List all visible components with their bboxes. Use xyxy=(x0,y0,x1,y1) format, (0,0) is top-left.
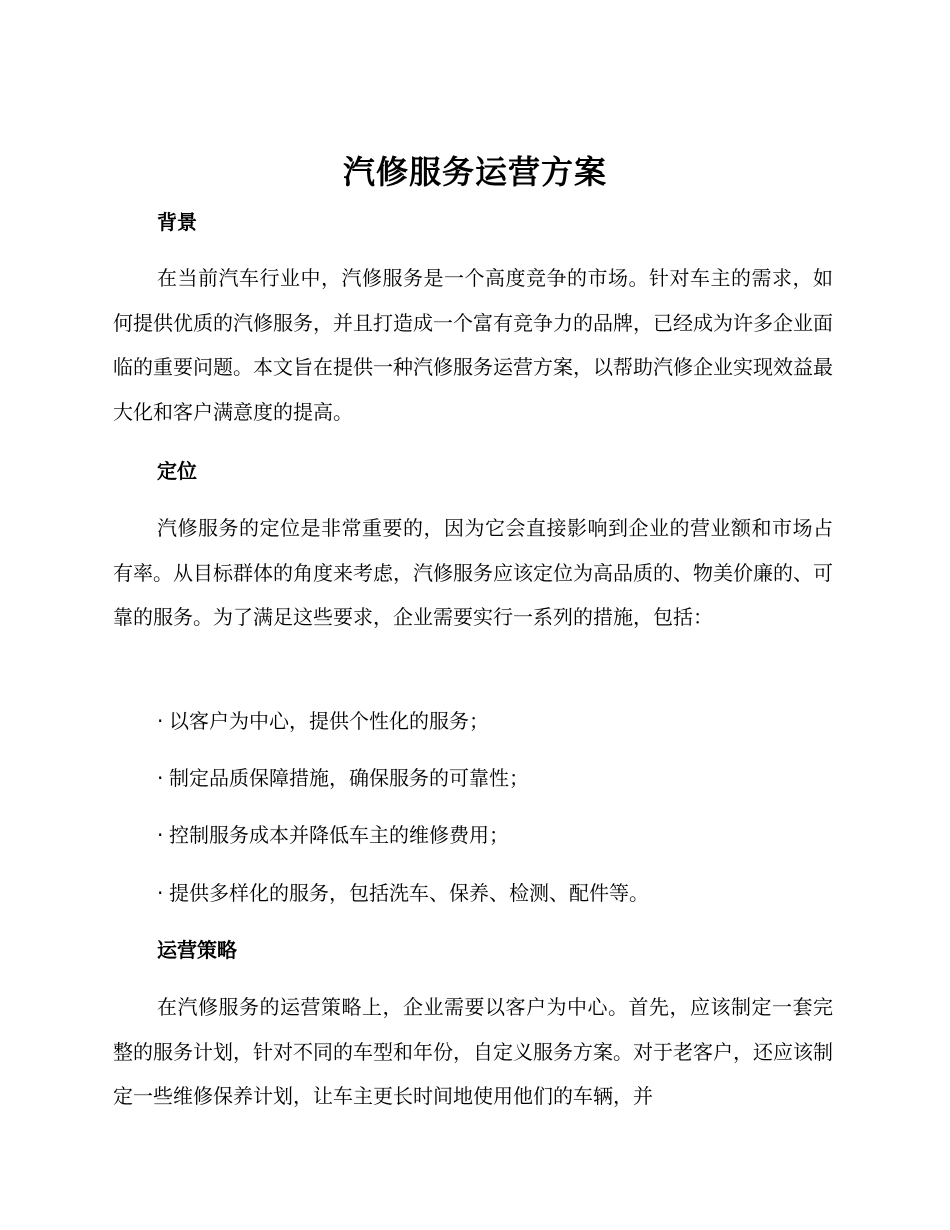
section-paragraph-operation-strategy: 在汽修服务的运营策略上，企业需要以客户为中心。首先，应该制定一套完整的服务计划，针对不同的车型和年份，自定义服务方案。对于老客户，还应该制定一些维修保养计划，让车主更长时间地使用他们的车辆，并 xyxy=(113,995,833,1109)
bullet-marker: · xyxy=(157,823,164,847)
section-heading-background: 背景 xyxy=(157,210,197,234)
section-paragraph-background: 在当前汽车行业中，汽修服务是一个高度竞争的市场。针对车主的需求，如何提供优质的汽修服务，并且打造成一个富有竞争力的品牌，已经成为许多企业面临的重要问题。本文旨在提供一种汽修服务运营方案，以帮助汽修企业实现效益最大化和客户满意度的提高。 xyxy=(113,266,833,424)
section-paragraph-positioning: 汽修服务的定位是非常重要的，因为它会直接影响到企业的营业额和市场占有率。从目标群体的角度来考虑，汽修服务应该定位为高品质的、物美价廉的、可靠的服务。为了满足这些要求，企业需要实行一系列的措施，包括： xyxy=(113,516,833,630)
list-item-text: 控制服务成本并降低车主的维修费用； xyxy=(169,823,509,847)
list-item xyxy=(157,820,509,850)
list-item-text: 提供多样化的服务，包括洗车、保养、检测、配件等。 xyxy=(169,881,649,905)
section-heading-operation-strategy: 运营策略 xyxy=(157,938,237,962)
bullet-marker: · xyxy=(157,881,164,905)
list-item-text: 以客户为中心，提供个性化的服务； xyxy=(169,709,489,733)
list-item xyxy=(157,763,529,793)
section-heading-positioning: 定位 xyxy=(157,459,197,483)
list-item xyxy=(157,706,489,736)
document-title: 汽修服务运营方案 xyxy=(342,153,607,191)
bullet-marker: · xyxy=(157,766,164,790)
bullet-marker: · xyxy=(157,709,164,733)
list-item xyxy=(157,878,649,908)
list-item-text: 制定品质保障措施，确保服务的可靠性； xyxy=(169,766,529,790)
